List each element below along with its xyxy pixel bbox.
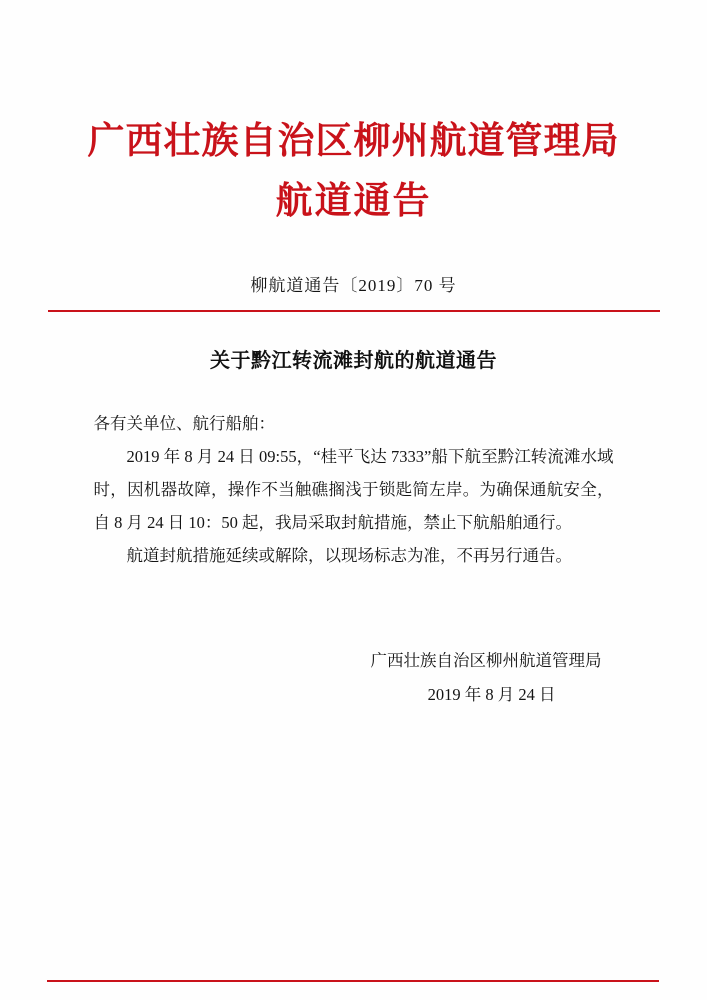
- document-kind-title: 航道通告: [275, 180, 432, 222]
- document-number: 柳航道通告〔2019〕70 号: [250, 275, 457, 295]
- header-red-divider: [48, 310, 660, 312]
- issuing-organization-title: 广西壮族自治区柳州航道管理局: [87, 120, 620, 161]
- salutation: 各有关单位、航行船舶：: [93, 413, 275, 433]
- masthead: [0, 0, 707, 312]
- footer-red-divider: [47, 980, 659, 982]
- body-paragraph-2: 航道封航措施延续或解除，以现场标志为准，不再另行通告。: [126, 545, 572, 565]
- signature-block: [94, 644, 614, 713]
- document-title: 关于黔江转流滩封航的航道通告: [210, 349, 497, 372]
- document-body: [94, 407, 614, 572]
- body-paragraph-1: 2019 年 8 月 24 日 09:55，“桂平飞达 7333”船下航至黔江转流滩水域时，因机器故障，操作不当触礁搁浅于锁匙简左岸。为确保通航安全，自 8 月 24 日 10：50 起，我局采取封航措施，禁止下航船舶通行。: [93, 446, 614, 532]
- signature-organization: 广西壮族自治区柳州航道管理局: [370, 650, 602, 670]
- signature-date: 2019 年 8 月 24 日: [427, 685, 556, 705]
